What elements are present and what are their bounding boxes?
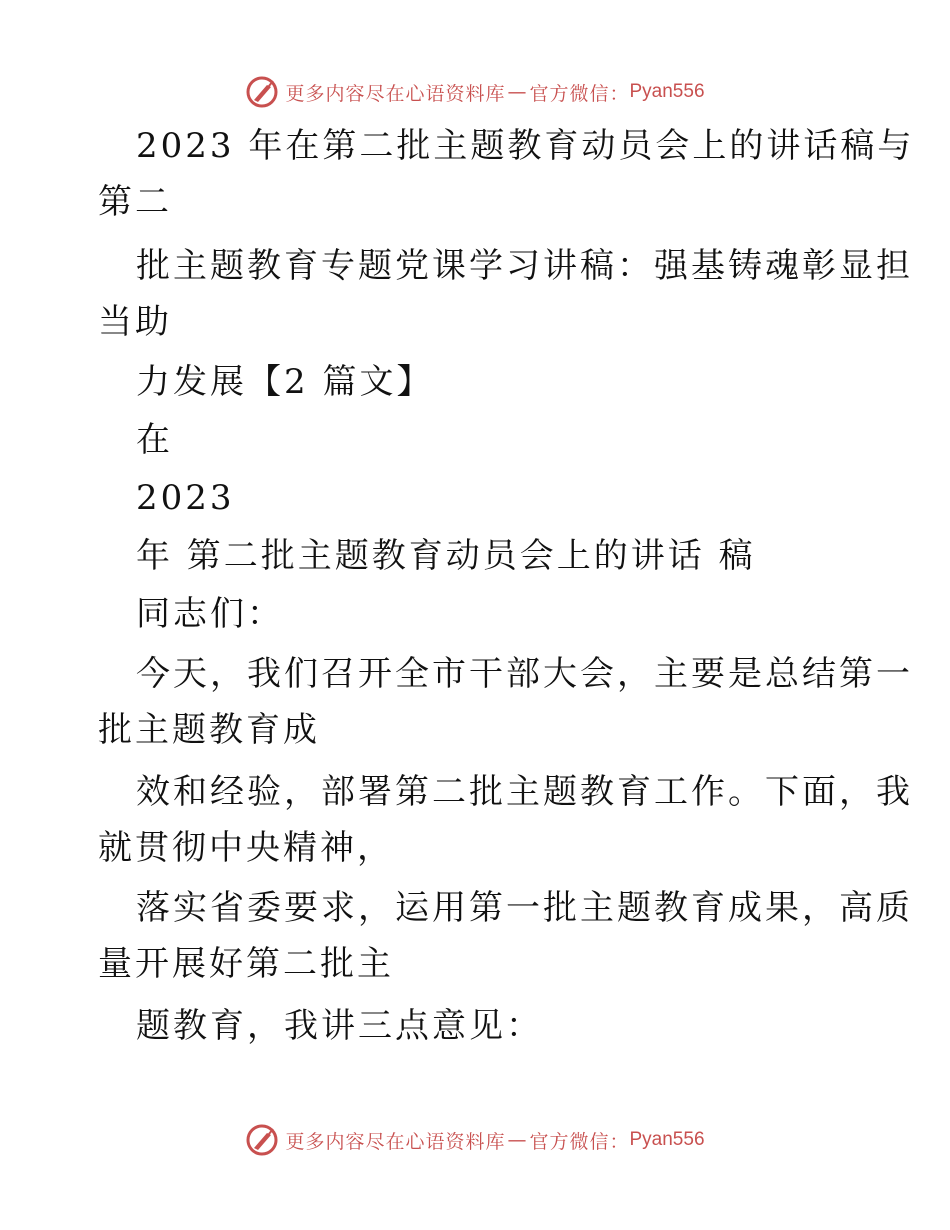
title-line-2: 第二 — [98, 182, 172, 222]
subtitle-line-3: 年 第二批主题教育动员会上的讲话 稿 — [136, 536, 756, 576]
footer-watermark — [0, 1118, 950, 1162]
paragraph-line-6: 量开展好第二批主 — [98, 944, 394, 984]
paragraph-line-5: 落实省委要求，运用第一批主题教育成果，高质 — [136, 888, 913, 928]
watermark-main-text: 更多内容尽在心语资料库 — [285, 1130, 506, 1153]
title-line-3: 批主题教育专题党课学习讲稿：强基铸魂彰显担 — [136, 246, 913, 286]
quill-circle-icon — [245, 1123, 279, 1157]
paragraph-line-3: 效和经验，部署第二批主题教育工作。下面，我 — [136, 772, 913, 812]
subtitle-line-1: 在 — [136, 420, 173, 460]
paragraph-line-4: 就贯彻中央精神， — [98, 828, 394, 868]
watermark-wechat-label: 官方微信： — [529, 82, 630, 105]
subtitle-line-2: 2023 — [136, 478, 235, 518]
title-line-5: 力发展【2 篇文】 — [136, 362, 434, 402]
watermark-wechat-label: 官方微信： — [529, 1130, 630, 1153]
paragraph-line-2: 批主题教育成 — [98, 710, 320, 750]
watermark-wechat-id: Pyan556 — [629, 81, 705, 102]
title-line-4: 当助 — [98, 302, 172, 342]
quill-circle-icon — [245, 75, 279, 109]
salutation: 同志们： — [136, 594, 284, 634]
header-watermark — [0, 70, 950, 114]
watermark-main-text: 更多内容尽在心语资料库 — [285, 82, 506, 105]
watermark-separator: — — [507, 81, 528, 103]
paragraph-line-7: 题教育，我讲三点意见： — [136, 1006, 543, 1046]
title-line-1: 2023 年在第二批主题教育动员会上的讲话稿与 — [136, 126, 915, 166]
watermark-wechat-id: Pyan556 — [629, 1129, 705, 1150]
watermark-separator: — — [507, 1129, 528, 1151]
paragraph-line-1: 今天，我们召开全市干部大会，主要是总结第一 — [136, 654, 913, 694]
